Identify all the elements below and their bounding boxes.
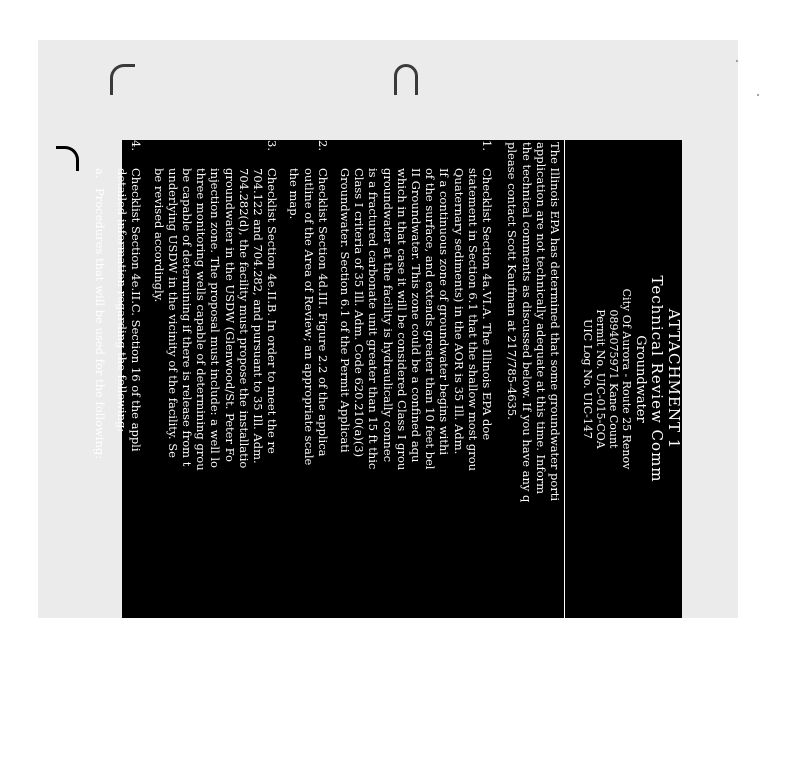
item-line: groundwater at the facility is hydraulically connec (380, 168, 395, 463)
item-line: be capable of determining if there is release from t (179, 168, 194, 467)
item-line: of the surface, and extends greater than 10 feet bel (423, 168, 438, 470)
scan-speck (757, 94, 759, 96)
item-number: 2. (315, 140, 330, 151)
item-number: 3. (265, 140, 280, 151)
intro-paragraph (505, 142, 562, 742)
document-header (581, 140, 682, 618)
item-line: three monitoring wells capable of determining grou (194, 168, 209, 471)
binder-ring-mark-left (110, 64, 135, 95)
sub-item-line: Procedures that will be used for the following: (92, 188, 107, 460)
scan-speck (736, 60, 738, 62)
document-subtitle: Groundwater (633, 335, 648, 423)
item-line: Checklist Section 4e.II.C. Section 16 of the appli (129, 168, 144, 452)
item-line: 704.122 and 704.282, and pursuant to 35 Ill. Adm. (250, 168, 265, 464)
inverted-document-scan (92, 140, 683, 618)
item-line: 704.282(d), the facility must propose the installatio (236, 168, 251, 469)
item-line: Quaternary sediments) in the AOR is 35 Ill. Adm. (451, 168, 466, 455)
sub-item-label: a. (92, 168, 107, 179)
sub-item (93, 168, 107, 760)
facility-city: City Of Aurora - Route 25 Renov (620, 288, 633, 470)
item-number: 1. (480, 140, 494, 151)
item-line: Checklist Section 4e.II.B. In order to meet the re (265, 168, 280, 454)
item-line: II Groundwater. This zone could be a confined aqu (408, 168, 423, 463)
attachment-label: ATTACHMENT 1 (665, 308, 683, 450)
binder-ring-mark-right (394, 64, 418, 95)
item-line: groundwater in the USDW (Glenwood/St. Peter Fo (222, 168, 237, 462)
item-line: injection zone. The proposal must include: a well lo (208, 168, 223, 468)
intro-line: The Illinois EPA has determined that some groundwater porti (548, 142, 562, 502)
item-line: Checklist Section 4d.III. Figure 2.2 of the applica (315, 168, 330, 457)
log-number: UIC Log No. UIC-147 (581, 319, 594, 439)
item-number: 4. (129, 140, 144, 151)
permit-number: Permit No. UIC-015-COA (594, 309, 607, 449)
intro-line: please contact Scott Kaufman at 217/785-4635. (505, 142, 520, 420)
facility-ids: 0894075971 Kane Count (607, 309, 620, 449)
comment-item (151, 140, 279, 760)
comment-item (287, 140, 330, 760)
header-divider (564, 140, 565, 618)
item-line: outline of the Area of Review; an appropriate scale (301, 168, 316, 466)
item-line: Checklist Section 4a.VI.A. The Illinois EPA doe (480, 168, 494, 441)
rotated-document-content (92, 140, 683, 618)
item-line: Class I criteria of 35 Ill. Adm. Code 620.210(a)(3) (352, 168, 367, 458)
item-line: statement in Section 6.1 that the shallow most grou (465, 168, 480, 472)
item-line: Groundwater. Section 6.1 of the Permit Applicati (337, 168, 352, 453)
comment-item (93, 140, 144, 760)
comment-list (85, 140, 494, 760)
document-title: Technical Review Comm (648, 275, 666, 483)
item-line: is a fractured carbonate unit greater than 15 ft thic (366, 168, 381, 470)
item-line: underlying USDW in the vicinity of the facility. Se (165, 168, 180, 458)
item-line: the map. (287, 168, 302, 220)
intro-line: application are not technically adequate at this time. Inform (533, 142, 548, 495)
comment-item (338, 140, 494, 760)
item-line: be revised accordingly. (151, 168, 166, 303)
item-line: If a continuous zone of groundwater begins withi (437, 168, 452, 456)
intro-line: the technical comments as discussed below. If you have any q (519, 142, 534, 503)
item-line: which in that case it will be considered Class I grou (394, 168, 409, 471)
item-line: detailed information regarding the following: (115, 168, 130, 433)
